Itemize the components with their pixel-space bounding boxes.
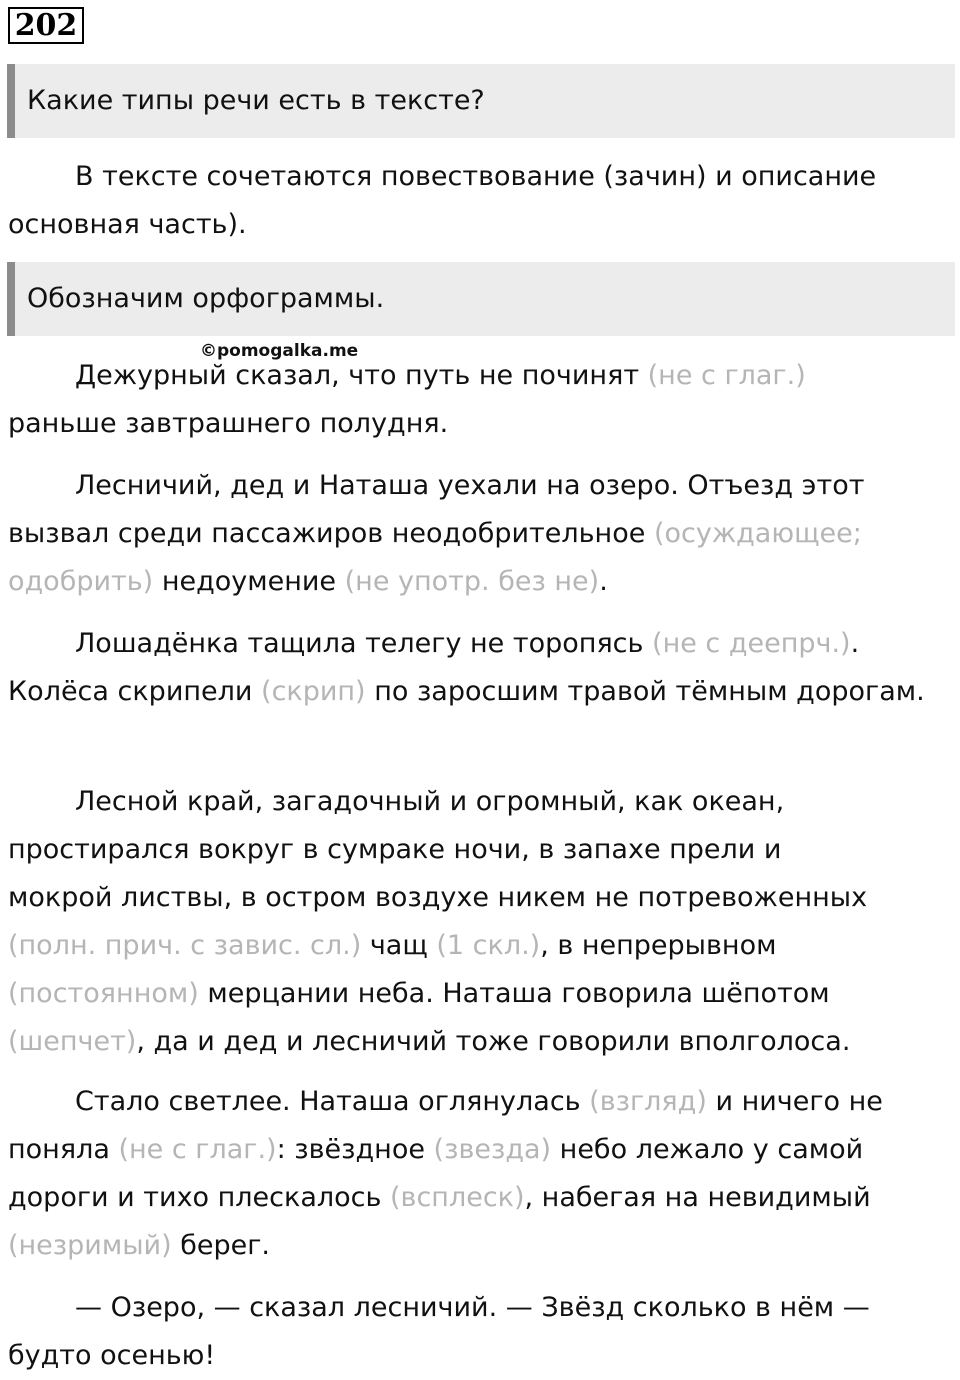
text-line: вызвал среди пассажиров неодобрительное: [8, 518, 646, 549]
task-number: 202: [8, 7, 84, 44]
rule-note: (скрип): [261, 676, 366, 707]
text-line: Лесничий, дед и Наташа уехали на озеро. Отъезд этот: [75, 470, 865, 501]
text-line: , набегая на невидимый: [524, 1182, 871, 1213]
question-box: Какие типы речи есть в тексте?: [7, 64, 955, 138]
text-line: простирался вокруг в сумраке ночи, в запахе прели и: [8, 834, 782, 865]
rule-note: одобрить): [8, 566, 154, 597]
rule-note: (осуждающее;: [653, 518, 862, 549]
text-line: раньше завтрашнего полудня.: [8, 408, 449, 439]
answer-paragraph: В тексте сочетаются повествование (зачин) и описание основная часть).: [8, 161, 877, 240]
rule-note: (не употр. без не): [344, 566, 600, 597]
text-line: Стало светлее. Наташа оглянулась: [75, 1086, 581, 1117]
punctuation: .: [850, 628, 860, 659]
text-line: чащ: [369, 930, 428, 961]
text-paragraph: [8, 1078, 948, 1270]
text-line: Лесной край, загадочный и огромный, как океан,: [75, 786, 785, 817]
text-line: берег.: [180, 1230, 270, 1261]
rule-note: (звезда): [433, 1134, 552, 1165]
text-line: недоумение: [161, 566, 337, 597]
text-paragraph: [8, 620, 948, 716]
punctuation: .: [599, 566, 608, 597]
text-line: поняла: [8, 1134, 110, 1165]
text-line: — Озеро, — сказал лесничий. — Звёзд сколько в нём — будто осенью!: [8, 1292, 870, 1371]
rule-note: (незримый): [8, 1230, 172, 1261]
text-line: дороги и тихо плескалось: [8, 1182, 382, 1213]
rule-note: (1 скл.): [436, 930, 541, 961]
watermark: ©pomogalka.me: [200, 341, 359, 361]
text-line: Колёса скрипели: [8, 676, 253, 707]
text-line: по заросшим травой тёмным: [374, 676, 788, 707]
question-box: Обозначим орфограммы.: [7, 262, 955, 336]
text-paragraph: [8, 1284, 948, 1380]
rule-note: (полн. прич. с завис. сл.): [8, 930, 362, 961]
rule-note: (всплеск): [390, 1182, 525, 1213]
text-line: дорогам.: [796, 676, 925, 707]
rule-note: (постоянном): [8, 978, 199, 1009]
rule-note: (взгляд): [589, 1086, 707, 1117]
text-line: небо лежало у самой: [559, 1134, 864, 1165]
text-paragraph: [8, 462, 948, 606]
text-paragraph: [8, 352, 948, 448]
rule-note: (не с деепрч.): [652, 628, 851, 659]
text-line: мерцании неба. Наташа говорила шёпотом: [207, 978, 830, 1009]
text-line: : звёздное: [276, 1134, 425, 1165]
rule-note: (шепчет): [8, 1026, 137, 1057]
text-paragraph: [8, 778, 948, 1066]
text-line: мокрой листвы, в остром воздухе никем не потревоженных: [8, 882, 868, 913]
text-line: Лошадёнка тащила телегу не торопясь: [75, 628, 644, 659]
text-line: , в непрерывном: [540, 930, 777, 961]
rule-note: (не с глаг.): [647, 360, 806, 391]
text-line: Дежурный сказал, что путь не починят: [75, 360, 640, 391]
rule-note: (не с глаг.): [118, 1134, 277, 1165]
text-line: , да и дед и лесничий тоже говорили вполголоса.: [136, 1026, 851, 1057]
text-line: и ничего не: [715, 1086, 883, 1117]
